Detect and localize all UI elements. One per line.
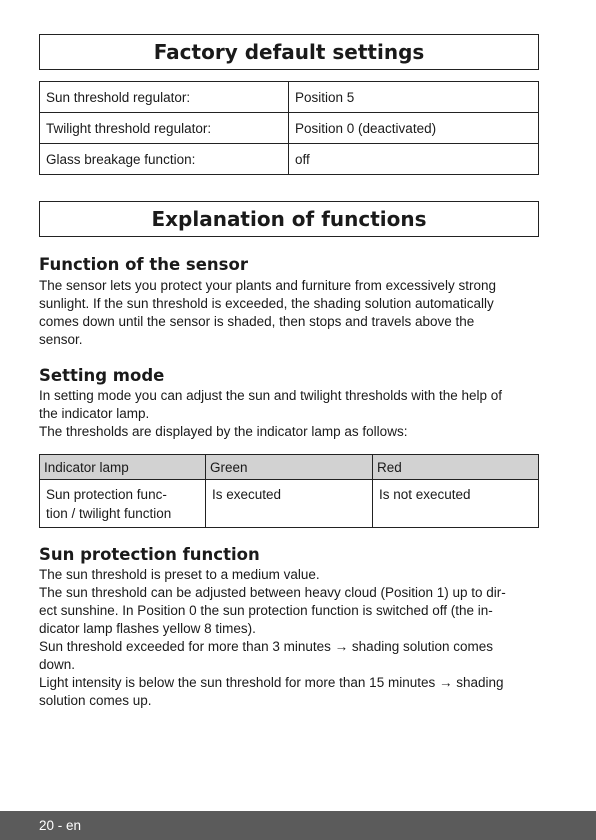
text-line: The sun threshold is preset to a medium value. xyxy=(39,567,320,582)
sun-protection-paragraph xyxy=(39,566,539,710)
text-line: tion / twilight function xyxy=(46,506,172,521)
factory-defaults-heading: Factory default settings xyxy=(39,34,539,70)
text-line: In setting mode you can adjust the sun and twilight thresholds with the help of xyxy=(39,388,503,403)
setting-value: off xyxy=(289,144,539,175)
factory-settings-table xyxy=(39,81,539,175)
text-line: Light intensity is below the sun threshold for more than 15 minutes → shading xyxy=(39,675,504,690)
setting-value: Position 0 (deactivated) xyxy=(289,113,539,144)
indicator-lamp-table xyxy=(39,454,539,528)
page-footer xyxy=(0,811,596,840)
explanation-heading: Explanation of functions xyxy=(39,201,539,237)
text-line: dicator lamp flashes yellow 8 times). xyxy=(39,621,256,636)
text-line: sensor. xyxy=(39,332,83,347)
sensor-section-title: Function of the sensor xyxy=(39,255,248,274)
sun-protection-title: Sun protection function xyxy=(39,545,260,564)
setting-label: Sun threshold regulator: xyxy=(40,82,289,113)
setting-mode-title: Setting mode xyxy=(39,366,165,385)
text-line: down. xyxy=(39,657,76,672)
function-name-cell xyxy=(40,480,206,528)
text-line: solution comes up. xyxy=(39,693,152,708)
text-line: the indicator lamp. xyxy=(39,406,150,421)
table-row xyxy=(40,113,539,144)
table-row xyxy=(40,144,539,175)
text-line: The sensor lets you protect your plants and furniture from excessively strong xyxy=(39,278,496,293)
setting-mode-paragraph xyxy=(39,387,539,441)
red-cell: Is not executed xyxy=(373,480,539,528)
text-line: comes down until the sensor is shaded, then stops and travels above the xyxy=(39,314,475,329)
text-line: sunlight. If the sun threshold is exceeded, the shading solution automatically xyxy=(39,296,494,311)
setting-label: Twilight threshold regulator: xyxy=(40,113,289,144)
text-line: Sun threshold exceeded for more than 3 minutes → shading solution comes xyxy=(39,639,494,654)
text-line: The thresholds are displayed by the indicator lamp as follows: xyxy=(39,424,408,439)
text-line: ect sunshine. In Position 0 the sun protection function is switched off (the in- xyxy=(39,603,493,618)
setting-label: Glass breakage function: xyxy=(40,144,289,175)
page-number: 20 - en xyxy=(39,818,82,833)
column-header: Red xyxy=(373,455,539,480)
table-row xyxy=(40,82,539,113)
text-line: Sun protection func- xyxy=(46,487,167,502)
setting-value: Position 5 xyxy=(289,82,539,113)
green-cell: Is executed xyxy=(206,480,373,528)
column-header: Indicator lamp xyxy=(40,455,206,480)
sensor-paragraph xyxy=(39,277,539,349)
table-header-row xyxy=(40,455,539,480)
table-row xyxy=(40,480,539,528)
text-line: The sun threshold can be adjusted between heavy cloud (Position 1) up to dir- xyxy=(39,585,506,600)
column-header: Green xyxy=(206,455,373,480)
